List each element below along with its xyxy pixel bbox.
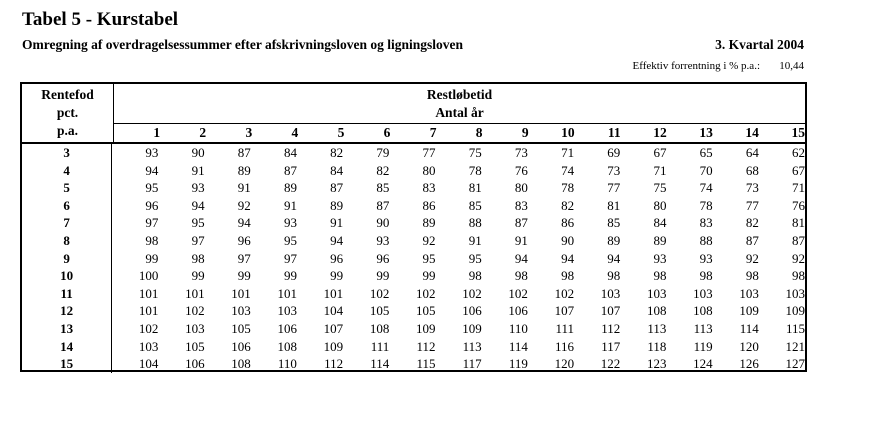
rate-cell: 3	[22, 144, 112, 162]
value-cell: 105	[416, 303, 436, 319]
value-cell: 103	[739, 285, 759, 301]
year-header-cell: 1	[153, 125, 161, 140]
rate-cell: 9	[22, 250, 112, 268]
value-cell: 90	[376, 215, 390, 231]
value-cell: 74	[561, 162, 575, 178]
value-cell: 108	[231, 356, 251, 372]
value-cell: 99	[376, 268, 390, 284]
value-cell: 90	[561, 232, 575, 248]
value-cell: 123	[646, 356, 667, 372]
value-cell: 122	[600, 356, 621, 372]
value-cell: 106	[462, 303, 482, 319]
value-cell: 77	[422, 145, 436, 160]
value-cell: 113	[462, 338, 482, 354]
value-cell: 77	[607, 180, 621, 196]
rate-header-line: pct.	[56, 105, 79, 120]
page-subtitle: Omregning af overdragelsessummer efter afskrivningsloven og ligningsloven	[22, 37, 463, 52]
value-cell: 99	[191, 268, 205, 284]
table-row	[22, 179, 805, 197]
value-cell: 73	[607, 162, 621, 178]
value-cell: 112	[324, 356, 344, 372]
value-cell: 107	[323, 320, 344, 336]
value-cells	[112, 250, 805, 268]
value-cell: 98	[561, 268, 575, 284]
value-cell: 78	[468, 162, 482, 178]
value-cell: 91	[283, 197, 297, 213]
value-cell: 98	[607, 268, 621, 284]
value-cell: 89	[653, 232, 667, 248]
value-cell: 116	[555, 338, 575, 354]
value-cell: 103	[693, 285, 713, 301]
value-cell: 99	[237, 268, 251, 284]
value-cell: 109	[416, 320, 436, 336]
value-cell: 120	[739, 338, 759, 354]
value-cell: 91	[514, 232, 528, 248]
value-cells	[112, 355, 805, 373]
table-row	[22, 162, 805, 180]
value-cell: 101	[323, 285, 344, 301]
value-cell: 120	[554, 356, 575, 372]
table-row	[22, 232, 805, 250]
rate-table	[20, 82, 807, 372]
value-cell: 87	[376, 197, 390, 213]
year-header-cell: 13	[699, 125, 713, 140]
value-cells	[112, 197, 805, 215]
value-cell: 82	[745, 215, 759, 231]
value-cell: 68	[745, 162, 759, 178]
value-cell: 106	[508, 303, 528, 319]
value-cell: 115	[785, 320, 805, 336]
table-row	[22, 320, 805, 338]
value-cell: 82	[376, 162, 390, 178]
value-cell: 98	[745, 268, 759, 284]
value-cell: 94	[237, 215, 251, 231]
value-cell: 109	[785, 303, 805, 319]
value-cell: 77	[745, 197, 759, 213]
value-cell: 102	[508, 285, 528, 301]
term-header-line: Restløbetid	[426, 87, 493, 102]
value-cell: 81	[607, 197, 621, 213]
value-cells	[112, 162, 805, 180]
value-cell: 82	[330, 145, 344, 160]
value-cell: 64	[745, 145, 759, 160]
value-cell: 78	[699, 197, 713, 213]
value-cell: 84	[653, 215, 667, 231]
value-cell: 62	[792, 145, 805, 160]
value-cell: 91	[237, 180, 251, 196]
value-cell: 85	[468, 197, 482, 213]
rate-cell: 13	[22, 320, 112, 338]
value-cell: 91	[330, 215, 344, 231]
rate-header-line: Rentefod	[41, 87, 94, 102]
value-cell: 103	[600, 285, 621, 301]
value-cell: 106	[231, 338, 251, 354]
value-cell: 114	[370, 356, 390, 372]
value-cell: 117	[601, 338, 621, 354]
value-cell: 117	[462, 356, 482, 372]
value-cell: 87	[792, 232, 805, 248]
value-cell: 98	[468, 268, 482, 284]
rate-cell: 15	[22, 355, 112, 373]
value-cell: 96	[376, 250, 390, 266]
rate-cell: 7	[22, 214, 112, 232]
value-cell: 107	[600, 303, 621, 319]
value-cells	[112, 144, 805, 162]
value-cell: 102	[138, 320, 159, 336]
value-cell: 90	[191, 145, 205, 160]
value-cell: 94	[191, 197, 205, 213]
table-row	[22, 285, 805, 303]
value-cell: 110	[277, 356, 297, 372]
value-cell: 102	[416, 285, 436, 301]
rate-cell: 12	[22, 302, 112, 320]
value-cell: 85	[607, 215, 621, 231]
table-body	[22, 144, 805, 373]
value-cell: 73	[514, 145, 528, 160]
value-cell: 83	[699, 215, 713, 231]
value-cell: 89	[237, 162, 251, 178]
value-cell: 119	[508, 356, 528, 372]
value-cell: 101	[138, 303, 159, 319]
value-cell: 84	[283, 145, 297, 160]
year-header-cell: 6	[383, 125, 391, 140]
value-cell: 107	[554, 303, 575, 319]
year-header-cell: 9	[521, 125, 529, 140]
year-header-cell: 10	[561, 125, 575, 140]
value-cell: 103	[785, 285, 805, 301]
value-cell: 95	[283, 232, 297, 248]
value-cell: 112	[601, 320, 621, 336]
value-cell: 102	[369, 285, 390, 301]
value-cell: 99	[283, 268, 297, 284]
effective-rate-value: 10,44	[779, 60, 804, 72]
year-header-cell: 5	[337, 125, 345, 140]
value-cell: 103	[277, 303, 297, 319]
year-header-cell: 3	[245, 125, 253, 140]
value-cells	[112, 285, 805, 303]
value-cell: 92	[422, 232, 436, 248]
value-cell: 86	[422, 197, 436, 213]
table-row	[22, 338, 805, 356]
value-cell: 89	[330, 197, 344, 213]
value-cell: 98	[514, 268, 528, 284]
value-cell: 100	[138, 268, 159, 284]
value-cell: 98	[653, 268, 667, 284]
year-header-cell: 14	[745, 125, 759, 140]
value-cell: 87	[745, 232, 759, 248]
term-header	[114, 84, 805, 124]
value-cell: 105	[369, 303, 390, 319]
value-cell: 93	[283, 215, 297, 231]
value-cell: 109	[739, 303, 759, 319]
value-cell: 96	[237, 232, 251, 248]
value-cell: 111	[370, 338, 390, 354]
value-cell: 108	[646, 303, 667, 319]
value-cell: 75	[653, 180, 667, 196]
value-cell: 95	[468, 250, 482, 266]
value-cell: 84	[330, 162, 344, 178]
value-cells	[112, 179, 805, 197]
value-cell: 103	[185, 320, 205, 336]
value-cell: 94	[561, 250, 575, 266]
effective-rate-label: Effektiv forrentning i % p.a.:	[632, 60, 760, 72]
value-cell: 97	[145, 215, 159, 231]
value-cell: 93	[699, 250, 713, 266]
value-cell: 87	[283, 162, 297, 178]
value-cell: 71	[653, 162, 667, 178]
value-cell: 124	[693, 356, 713, 372]
year-header-cell: 12	[653, 125, 667, 140]
value-cell: 101	[138, 285, 159, 301]
table-row	[22, 302, 805, 320]
value-cell: 110	[508, 320, 528, 336]
value-cell: 111	[555, 320, 575, 336]
value-cells	[112, 214, 805, 232]
year-header-cell: 11	[607, 125, 621, 140]
value-cell: 118	[647, 338, 667, 354]
value-cell: 89	[283, 180, 297, 196]
value-cell: 76	[514, 162, 528, 178]
rate-cell: 8	[22, 232, 112, 250]
table-row	[22, 197, 805, 215]
page-title: Tabel 5 - Kurstabel	[22, 9, 179, 30]
rate-column-header	[22, 84, 114, 142]
value-cell: 113	[647, 320, 667, 336]
value-cell: 96	[330, 250, 344, 266]
value-cell: 113	[693, 320, 713, 336]
rate-cell: 5	[22, 179, 112, 197]
value-cell: 71	[561, 145, 575, 160]
value-cell: 89	[422, 215, 436, 231]
value-cell: 93	[191, 180, 205, 196]
value-cell: 80	[653, 197, 667, 213]
value-cell: 73	[745, 180, 759, 196]
value-cell: 101	[231, 285, 251, 301]
value-cells	[112, 267, 805, 285]
value-cells	[112, 338, 805, 356]
value-cell: 127	[785, 356, 805, 372]
rate-cell: 4	[22, 162, 112, 180]
value-cell: 102	[554, 285, 575, 301]
value-cells	[112, 320, 805, 338]
value-cell: 79	[376, 145, 390, 160]
value-cell: 91	[468, 232, 482, 248]
value-cell: 95	[191, 215, 205, 231]
value-cell: 87	[330, 180, 344, 196]
value-cell: 114	[739, 320, 759, 336]
value-cell: 105	[185, 338, 205, 354]
value-cells	[112, 232, 805, 250]
value-cell: 76	[792, 197, 805, 213]
quarter-label: 3. Kvartal 2004	[715, 37, 804, 52]
value-cell: 109	[323, 338, 344, 354]
value-cell: 86	[561, 215, 575, 231]
table-row	[22, 144, 805, 162]
value-cell: 70	[699, 162, 713, 178]
value-cell: 99	[422, 268, 436, 284]
rate-cell: 11	[22, 285, 112, 303]
value-cell: 99	[145, 250, 159, 266]
rate-cell: 6	[22, 197, 112, 215]
year-header-cell: 15	[791, 125, 805, 140]
value-cell: 97	[237, 250, 251, 266]
value-cell: 89	[607, 232, 621, 248]
value-cell: 71	[792, 180, 805, 196]
value-cell: 91	[191, 162, 205, 178]
value-cell: 75	[468, 145, 482, 160]
value-cell: 126	[739, 356, 759, 372]
value-cell: 108	[277, 338, 297, 354]
value-cell: 80	[422, 162, 436, 178]
value-cell: 94	[514, 250, 528, 266]
value-cell: 102	[462, 285, 482, 301]
value-cell: 97	[191, 232, 205, 248]
value-cell: 93	[653, 250, 667, 266]
value-cells	[112, 302, 805, 320]
value-cell: 115	[416, 356, 436, 372]
value-cell: 92	[237, 197, 251, 213]
value-cell: 106	[185, 356, 205, 372]
value-cell: 103	[646, 285, 667, 301]
value-cell: 104	[138, 356, 159, 372]
value-cell: 94	[145, 162, 159, 178]
table-row	[22, 214, 805, 232]
value-cell: 101	[185, 285, 205, 301]
value-cell: 99	[330, 268, 344, 284]
value-cell: 80	[514, 180, 528, 196]
value-cell: 106	[277, 320, 297, 336]
value-cell: 78	[561, 180, 575, 196]
value-cell: 97	[283, 250, 297, 266]
value-cell: 83	[422, 180, 436, 196]
year-header-cell: 8	[475, 125, 483, 140]
value-cell: 114	[508, 338, 528, 354]
value-cell: 103	[231, 303, 251, 319]
table-row	[22, 250, 805, 268]
value-cell: 94	[330, 232, 344, 248]
value-cell: 112	[416, 338, 436, 354]
value-cell: 92	[745, 250, 759, 266]
rate-cell: 14	[22, 338, 112, 356]
value-cell: 67	[792, 162, 805, 178]
value-cell: 98	[699, 268, 713, 284]
value-cell: 103	[138, 338, 159, 354]
term-header-line: Antal år	[435, 105, 484, 120]
year-header-cell: 4	[291, 125, 299, 140]
value-cell: 65	[699, 145, 713, 160]
value-cell: 67	[653, 145, 667, 160]
value-cell: 83	[514, 197, 528, 213]
year-header-cell: 2	[199, 125, 207, 140]
value-cell: 92	[792, 250, 805, 266]
value-cell: 98	[145, 232, 159, 248]
year-header-cell: 7	[429, 125, 437, 140]
value-cell: 87	[237, 145, 251, 160]
value-cell: 102	[185, 303, 205, 319]
rate-cell: 10	[22, 267, 112, 285]
value-cell: 119	[693, 338, 713, 354]
value-cell: 95	[422, 250, 436, 266]
value-cell: 81	[468, 180, 482, 196]
value-cell: 96	[145, 197, 159, 213]
table-row	[22, 355, 805, 373]
value-cell: 74	[699, 180, 713, 196]
value-cell: 94	[607, 250, 621, 266]
value-cell: 108	[693, 303, 713, 319]
value-cell: 98	[792, 268, 805, 284]
year-header-row	[114, 124, 805, 142]
value-cell: 88	[468, 215, 482, 231]
value-cell: 95	[145, 180, 159, 196]
value-cell: 104	[323, 303, 344, 319]
value-cell: 109	[462, 320, 482, 336]
value-cell: 105	[231, 320, 251, 336]
table-row	[22, 267, 805, 285]
value-cell: 82	[561, 197, 575, 213]
rate-header-line: p.a.	[56, 123, 78, 138]
value-cell: 121	[785, 338, 805, 354]
value-cell: 101	[277, 285, 297, 301]
value-cell: 93	[145, 145, 159, 160]
value-cell: 81	[792, 215, 805, 231]
value-cell: 98	[191, 250, 205, 266]
value-cell: 69	[607, 145, 621, 160]
value-cell: 85	[376, 180, 390, 196]
value-cell: 93	[376, 232, 390, 248]
value-cell: 87	[514, 215, 528, 231]
value-cell: 108	[369, 320, 390, 336]
value-cell: 88	[699, 232, 713, 248]
